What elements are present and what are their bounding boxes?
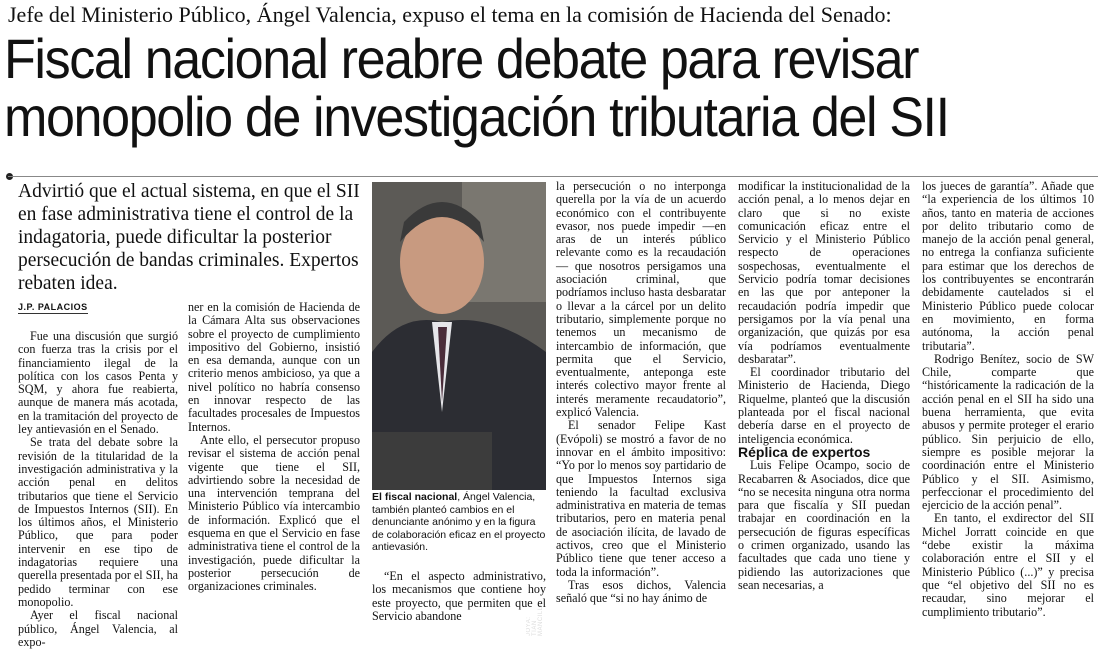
paragraph: El senador Felipe Kast (Evópoli) se mostró a favor de no innovar en el ámbito impositivo: “Yo por lo menos soy partidario de que Impuestos Internos siga teniendo la facultad exclusiva administrativa en materia de temas tributarios, pero en materia penal de asociación ilícita, de lavado de activos, creo que el Ministerio Público tiene que tener acceso a toda la información”.: [556, 418, 726, 579]
caption-text: , Ángel Valencia, también planteó cambios en el denunciante anónimo y en la figura de colaboración eficaz en el proyecto antievasión.: [372, 491, 546, 553]
paragraph: “En el aspecto administrativo, los mecanismos que contiene hoy este proyecto, que permiten que el Servicio abandone: [372, 569, 546, 623]
kicker: Jefe del Ministerio Público, Ángel Valencia, expuso el tema en la comisión de Hacienda del Senado:: [8, 2, 892, 27]
column-5: [922, 180, 1094, 619]
paragraph: la persecución o no interponga querella por la vía de un acuerdo económico con el contribuyente evasor, nos puede impedir —en aras de un interés público relevante como es la recaudación— que nosotros persigamos una asociación criminal, que podríamos incluso hasta desbaratar o llevar a la cárcel por un delito tributario, simplemente porque no tenemos un mecanismo de intercambio de información, que permita que el Servicio, eventualmente, anteponga este interés colectivo mayor frente al interés meramente recaudatorio”, explicó Valencia.: [556, 179, 726, 420]
paragraph: En tanto, el exdirector del SII Michel Jorratt coincide en que “debe existir la máxima colaboración entre el SII y el Ministerio Público (...)” y precisa que “el objetivo del SII no es recaudar, sino mejorar el cumplimiento tributario”.: [922, 511, 1094, 619]
paragraph: Luis Felipe Ocampo, socio de Recabarren & Asociados, dice que “no se necesita ninguna otra norma para que fiscalía y SII puedan trabajar en coordinación en la persecución de figuras específicas o crimen organizado, usando las facultades que cada uno tiene y pidiendo las autorizaciones que sean necesarias, a: [738, 458, 910, 592]
paragraph: Ante ello, el persecutor propuso revisar el sistema de acción penal vigente que tiene el SII, advirtiendo sobre la necesidad de una intervención temprana del Ministerio Público vía intercambio de información. Explicó que el esquema en que el Servicio en fase administrativa tiene el control de la investigación, puede dificultar la posterior persecución de organizaciones criminales.: [188, 432, 360, 594]
paragraph: modificar la institucionalidad de la acción penal, a lo menos dejar en claro que si no existe comunicación eficaz entre el Servicio y el Ministerio Público respecto de operaciones sospechosas, eventualmente el Servicio podría tomar decisiones en las que por anteponer la recaudación podría impedir que persigamos por la vía penal una organización, que quizás por esa vía podríamos eventualmente desbaratar”.: [738, 179, 910, 366]
column-2: [188, 301, 360, 594]
caption-lead: El fiscal nacional: [372, 491, 458, 503]
headline-line-1: Fiscal nacional reabre debate para revisar: [4, 27, 919, 90]
paragraph: Tras esos dichos, Valencia señaló que “si no hay ánimo de: [556, 577, 726, 606]
column-2b: [372, 570, 546, 623]
byline: J.P. PALACIOS: [18, 302, 88, 312]
headline-line-2: monopolio de investigación tributaria del SII: [4, 85, 949, 148]
paragraph: Fue una discusión que surgió con fuerza tras la crisis por el financiamiento ilegal de la política con los casos Penta y SQM, y ahora fue reabierta, aunque de manera más acotada, en la tramitación del proyecto de ley antievasión en el Senado.: [18, 329, 178, 437]
photo-illustration: [372, 182, 546, 490]
subhead: Réplica de expertos: [738, 443, 871, 460]
paragraph: Se trata del debate sobre la revisión de la titularidad de la investigación administrativa y la acción penal en delitos tributarios que tiene el Servicio de Impuestos Internos (SII). En los últimos años, el Ministerio Público, que para poder intervenir en ese tipo de indagatorias requiere una querella presentada por el SII, ha pedido terminar con ese monopolio.: [18, 435, 178, 609]
lead-paragraph: Advirtió que el actual sistema, en que el SII en fase administrativa tiene el control de la indagatoria, puede dificultar la posterior persecución de bandas criminales. Expertos rebaten idea.: [18, 181, 360, 294]
paragraph: Ayer el fiscal nacional público, Ángel Valencia, al expo-: [18, 608, 178, 649]
column-4: [738, 180, 910, 592]
headline: [4, 27, 1021, 148]
paragraph: los jueces de garantía”. Añade que “la experiencia de los últimos 10 años, tanto en materia de acciones por delito tributario como de manejo de la acción penal general, no entrega la confianza suficiente para estimar que los derechos de los contribuyentes se encontrarán debidamente cautelados si el Ministerio Público puede colocar en movimiento, en forma autónoma, la acción penal tributaria”.: [922, 179, 1094, 353]
section-rule: [8, 176, 1098, 177]
photo-caption: [372, 491, 546, 554]
column-3: [556, 180, 726, 606]
column-1: [18, 330, 178, 649]
paragraph: Rodrigo Benítez, socio de SW Chile, comparte que “históricamente la radicación de la acción penal en el SII ha sido una buena herramienta, que evita abusos y permite proteger el erario público. Sin perjuicio de ello, siempre es posible mejorar la coordinación entre el Ministerio Público y el SII. Asimismo, perfeccionar el procedimiento del ejercicio de la acción penal”.: [922, 351, 1094, 513]
paragraph: El coordinador tributario del Ministerio de Hacienda, Diego Riquelme, planteó que la discusión planteada por el fiscal nacional debería darse en el proyecto de inteligencia económica.: [738, 365, 910, 446]
paragraph: ner en la comisión de Hacienda de la Cámara Alta sus observaciones sobre el proyecto de cumplimiento impositivo del Gobierno, insistió en esa demanda, aunque con un criterio menos ambicioso, ya que a nivel político no habría consenso en innovar respecto de las facultades procesales de Impuestos Internos.: [188, 300, 360, 434]
photo-credit: JOYA: TIAN MANCILLA: [526, 601, 544, 636]
